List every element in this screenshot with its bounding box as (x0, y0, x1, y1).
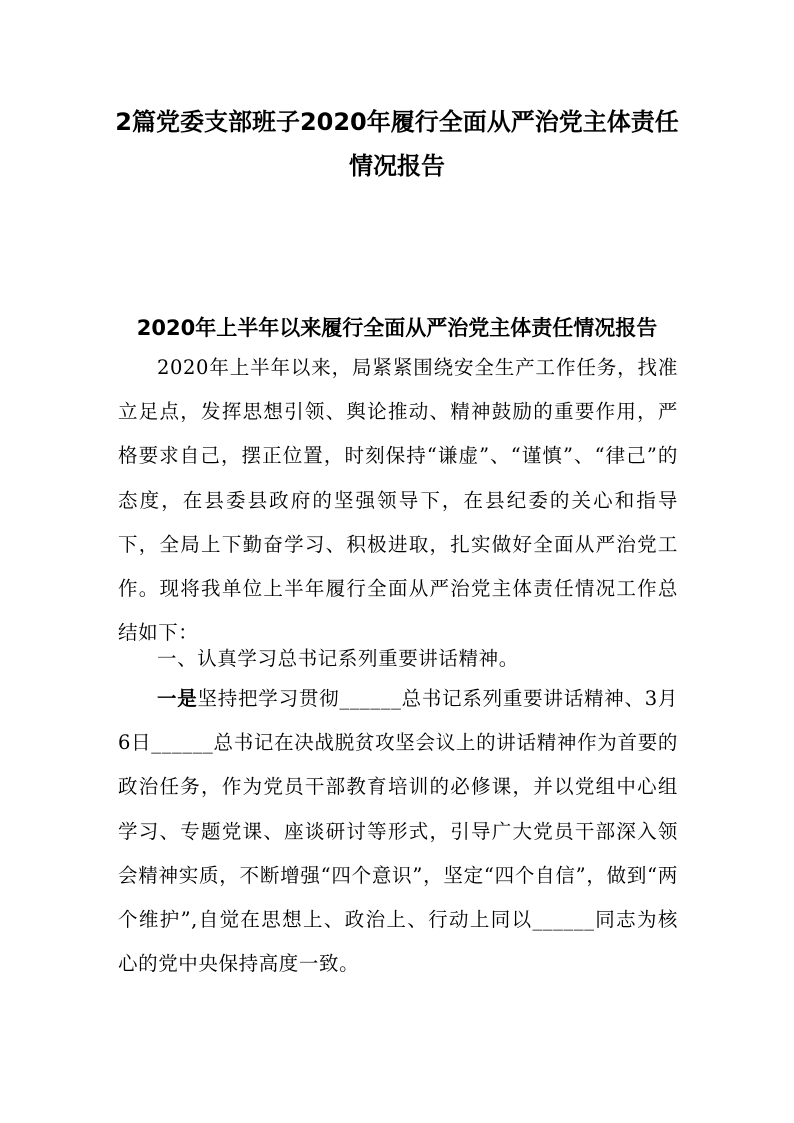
document-title: 2篇党委支部班子2020年履行全面从严治党主体责任情况报告 (115, 108, 679, 180)
body-paragraph-study (118, 677, 678, 986)
paragraph-lead: 一是 (157, 687, 198, 710)
paragraph-body: 坚持把学习贯彻______总书记系列重要讲话精神、3月6日______总书记在决战脱贫攻坚会议上的讲话精神作为首要的政治任务，作为党员干部教育培训的必修课，并以党组中心组学习、专题党课、座谈研讨等形式，引导广大党员干部深入领会精神实质，不断增强“四个意识”，坚定“四个自信”，做到“两个维护”,自觉在思想上、政治上、行动上同以______同志为核心的党中央保持高度一致。 (118, 687, 679, 976)
section-title: 2020年上半年以来履行全面从严治党主体责任情况报告 (136, 316, 658, 340)
heading-study-speeches: 一、认真学习总书记系列重要讲话精神。 (157, 647, 519, 670)
intro-paragraph: 2020年上半年以来，局紧紧围绕安全生产工作任务，找准立足点，发挥思想引领、舆论推动、精神鼓励的重要作用，严格要求自己，摆正位置，时刻保持“谦虚”、“谨慎”、“律己”的态度，在县委县政府的坚强领导下，在县纪委的关心和指导下，全局上下勤奋学习、积极进取，扎实做好全面从严治党工作。现将我单位上半年履行全面从严治党主体责任情况工作总结如下： (118, 356, 678, 645)
